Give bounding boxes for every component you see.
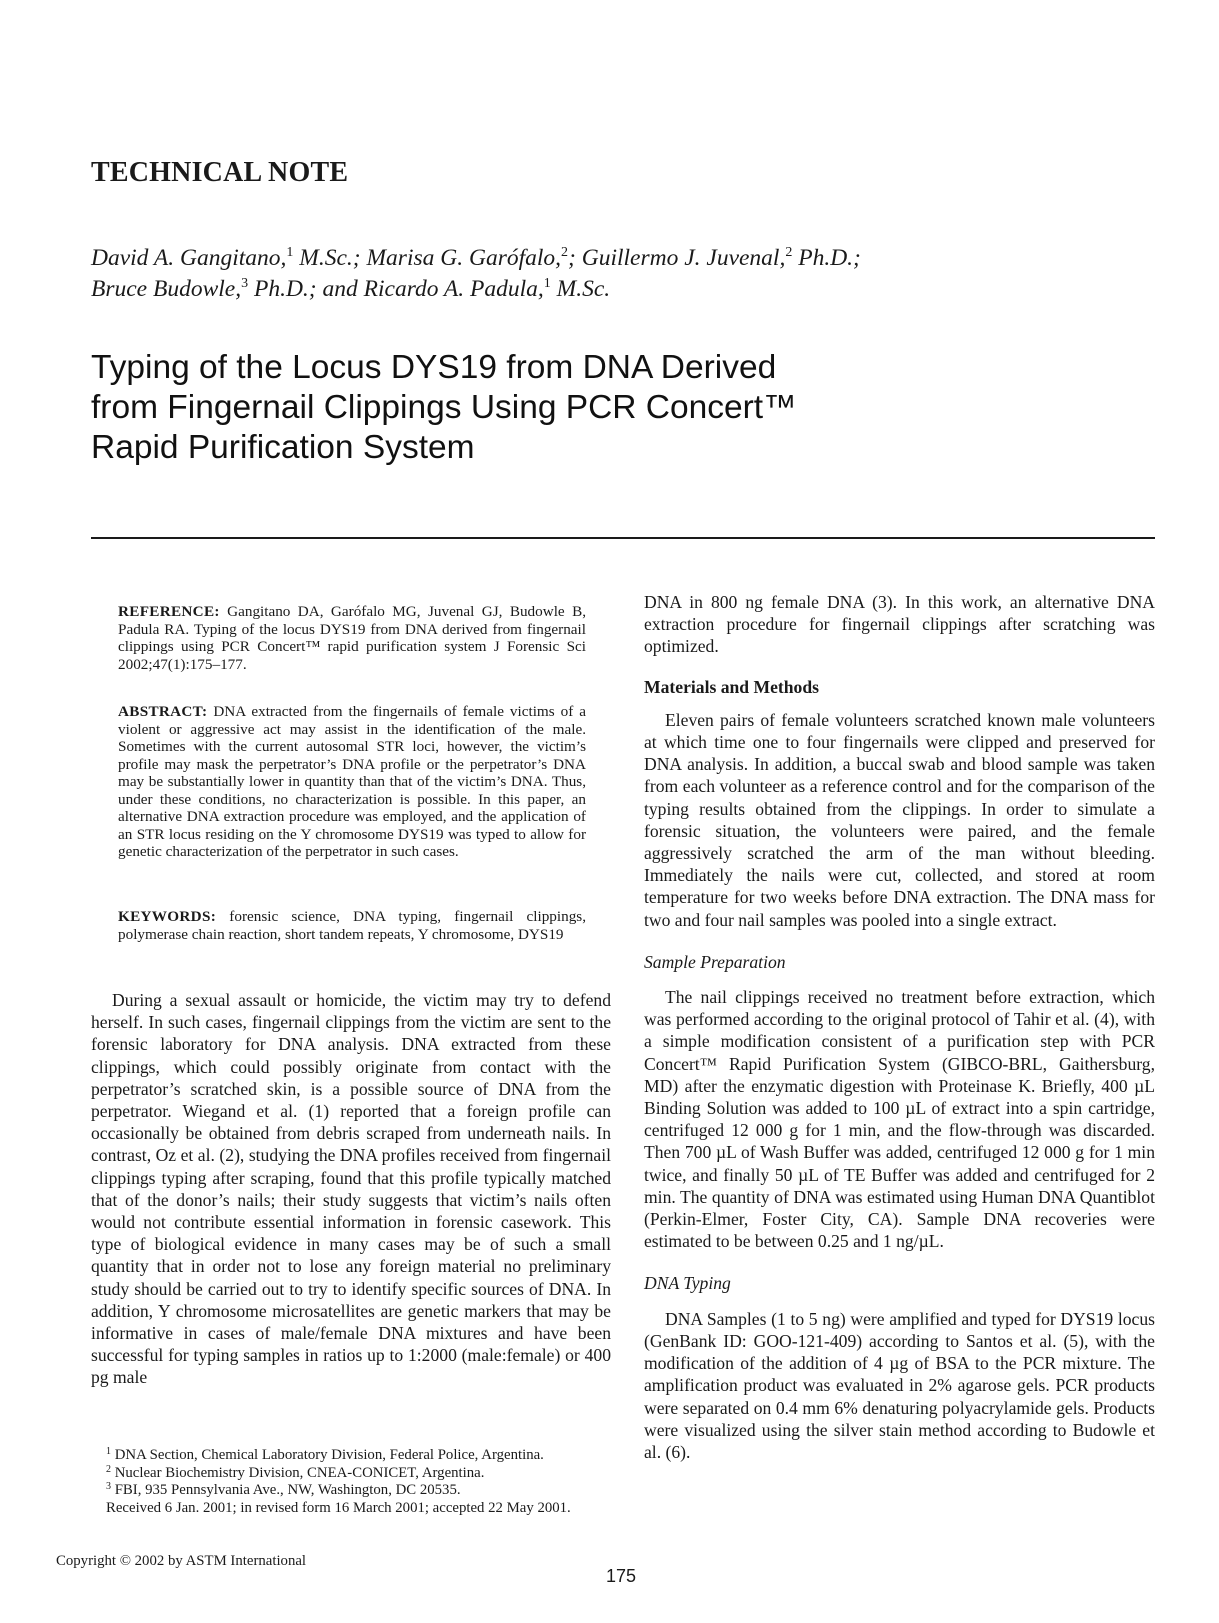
reference-block [118, 603, 586, 673]
author-degree: Ph.D.; and [248, 276, 364, 302]
abstract-label: ABSTRACT: [118, 703, 208, 720]
author-affiliation: 2 [785, 245, 793, 260]
author-degree: M.Sc.; [293, 245, 367, 271]
footnote [91, 1447, 611, 1465]
section-label: TECHNICAL NOTE [91, 157, 349, 188]
keywords-label: KEYWORDS: [118, 908, 217, 925]
copyright-notice: Copyright © 2002 by ASTM International [56, 1553, 307, 1569]
dna-typing-heading: DNA Typing [644, 1273, 731, 1294]
author-name: Marisa G. Garófalo, [366, 245, 562, 271]
sample-prep-heading: Sample Preparation [644, 951, 786, 972]
keywords-text: forensic science, DNA typing, fingernail clippings, polymerase chain reaction, short tandem repeats, Y chromosome, DYS19 [118, 908, 587, 943]
author-degree: Ph.D.; [792, 245, 861, 271]
materials-heading: Materials and Methods [644, 676, 819, 697]
dna-typing-paragraph: DNA Samples (1 to 5 ng) were amplified and typed for DYS19 locus (GenBank ID: GOO-121-409) according to Santos et al. (5), with the modification of the addition of 4 µg of BSA to the PCR mixture. The amplification product was evaluated in 2% agarose gels. PCR products were separated on 0.4 mm 6% denaturing polyacrylamide gels. Products were visualized using the silver stain method according to Budowle et al. (6). [644, 1308, 1155, 1462]
footnotes [91, 1447, 611, 1517]
intro-continuation: DNA in 800 ng female DNA (3). In this work, an alternative DNA extraction procedure for fingernail clippings after scratching was optimized. [644, 592, 1155, 657]
reference-label: REFERENCE: [118, 603, 220, 620]
footnote [91, 1482, 611, 1500]
footnote-text: FBI, 935 Pennsylvania Ave., NW, Washington, DC 20535. [114, 1482, 461, 1498]
author-degree: ; [568, 245, 582, 271]
author-list [91, 243, 1091, 305]
materials-paragraph: Eleven pairs of female volunteers scratched known male volunteers at which time one to four fingernails were clipped and preserved for DNA analysis. In addition, a buccal swab and blood sample was taken from each volunteer as a reference control and for the comparison of the typing results obtained from the clippings. In order to simulate a forensic situation, the volunteers were paired, and the female aggressively scratched the arm of the man without bleeding. Immediately the nails were cut, collected, and stored at room temperature for two weeks before DNA extraction. The DNA mass for two and four nail samples was pooled into a single extract. [644, 709, 1155, 930]
title-line: Rapid Purification System [91, 429, 475, 466]
title-divider [91, 537, 1155, 539]
reference-text: Gangitano DA, Garófalo MG, Juvenal GJ, Budowle B, Padula RA. Typing of the locus DYS19 from DNA derived from fingernail clippings using PCR Concert™ rapid purification system J Forensic Sci 2002;47(1):175–177. [118, 603, 587, 673]
title-line: Typing of the Locus DYS19 from DNA Derived [91, 349, 777, 386]
intro-paragraph: During a sexual assault or homicide, the victim may try to defend herself. In such cases, fingernail clippings from the victim are sent to the forensic laboratory for DNA analysis. DNA extracted from these clippings, which could possibly originate from contact with the perpetrator’s scratched skin, is a possible source of DNA from the perpetrator. Wiegand et al. (1) reported that a foreign profile can occasionally be obtained from debris scraped from underneath nails. In contrast, Oz et al. (2), studying the DNA profiles received from fingernail clippings typing after scraping, found that this profile typically matched that of the donor’s nails; their study suggests that victim’s nails often would not contribute essential information in forensic casework. This type of biological evidence in many cases may be of such a small quantity that in order not to lose any foreign material no preliminary study should be carried out to try to identify specific sources of DNA. In addition, Y chromosome microsatellites are genetic markers that may be informative in cases of male/female DNA mixtures and have been successful for typing samples in ratios up to 1:2000 (male:female) or 400 pg male [91, 990, 611, 1388]
footnote-number: 1 [106, 1446, 111, 1457]
footnote-text: Nuclear Biochemistry Division, CNEA-CONICET, Argentina. [114, 1464, 485, 1481]
footnote-text: DNA Section, Chemical Laboratory Division, Federal Police, Argentina. [114, 1447, 544, 1463]
paper-title [91, 348, 991, 468]
author-affiliation: 1 [286, 245, 294, 260]
author-name: Bruce Budowle, [91, 276, 242, 302]
author-line-1 [91, 243, 1091, 274]
author-name: David A. Gangitano, [91, 245, 287, 271]
sample-prep-paragraph: The nail clippings received no treatment before extraction, which was performed according to the original protocol of Tahir et al. (4), with a simple modification consistent of a purification step with PCR Concert™ Rapid Purification System (GIBCO-BRL, Gaithersburg, MD) after the enzymatic digestion with Proteinase K. Briefly, 400 µL Binding Solution was added to 100 µL of extract into a spin cartridge, centrifuged 12 000 g for 1 min, and the flow-through was discarded. Then 700 µL of Wash Buffer was added, centrifuged 12 000 g for 1 min twice, and finally 50 µL of TE Buffer was added and centrifuged for 2 min. The quantity of DNA was estimated using Human DNA Quantiblot (Perkin-Elmer, Foster City, CA). Sample DNA recoveries were estimated to be between 0.25 and 1 ng/µL. [644, 987, 1155, 1252]
author-affiliation: 3 [241, 276, 249, 291]
abstract-block [118, 703, 586, 861]
author-name: Ricardo A. Padula, [363, 276, 544, 302]
received-dates: Received 6 Jan. 2001; in revised form 16 March 2001; accepted 22 May 2001. [106, 1499, 571, 1516]
right-column [644, 591, 1155, 1463]
page-number: 175 [606, 1566, 637, 1586]
footnote [91, 1465, 611, 1483]
footnote-number: 3 [106, 1481, 111, 1492]
author-line-2 [91, 274, 1091, 305]
title-line: from Fingernail Clippings Using PCR Concert™ [91, 389, 797, 426]
author-degree: M.Sc. [550, 276, 611, 302]
author-affiliation: 1 [543, 276, 551, 291]
footnote-number: 2 [106, 1463, 111, 1475]
abstract-text: DNA extracted from the fingernails of female victims of a violent or aggressive act may assist in the identification of the male. Sometimes with the current autosomal STR loci, however, the victim’s profile may mask the perpetrator’s DNA profile or the perpetrator’s DNA may be substantially lower in quantity than that of the victim’s DNA. Thus, under these conditions, no characterization is possible. In this paper, an alternative DNA extraction procedure was employed, and the application of an STR locus residing on the Y chromosome DYS19 was typed to allow for genetic characterization of the perpetrator in such cases. [118, 703, 586, 860]
author-affiliation: 2 [561, 245, 569, 260]
keywords-block [118, 908, 586, 943]
author-name: Guillermo J. Juvenal, [581, 245, 786, 271]
